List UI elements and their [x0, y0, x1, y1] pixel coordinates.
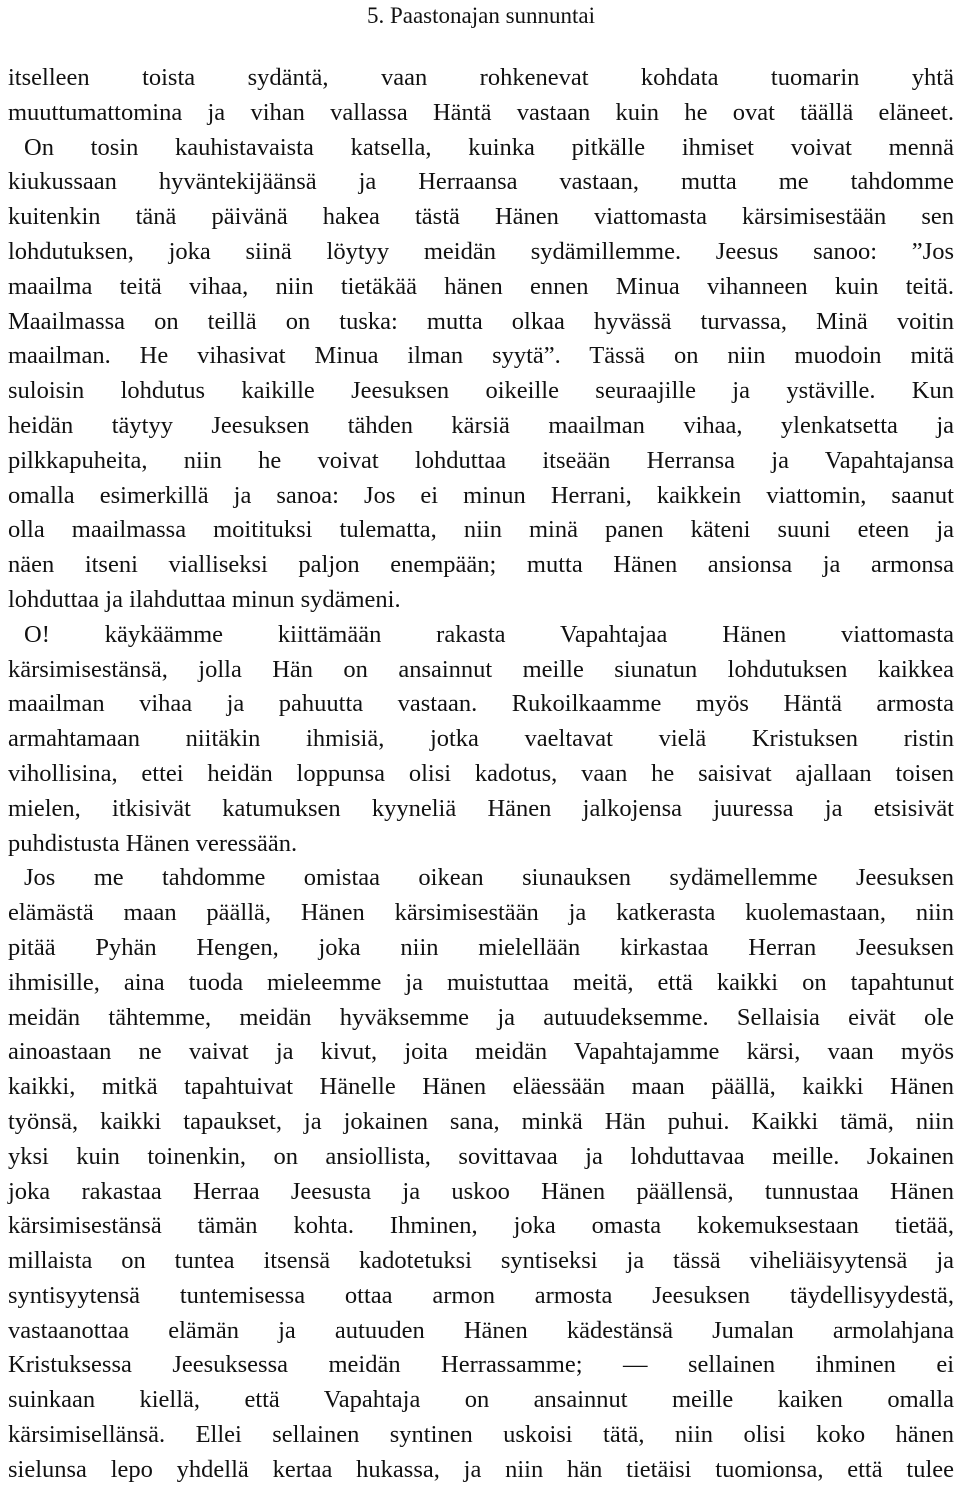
running-header: 5. Paastonajan sunnuntai: [366, 3, 596, 28]
text-line: suloisin lohdutus kaikille Jeesuksen oikeille seuraajille ja ystäville. Kun: [8, 377, 954, 405]
text-line: maailma teitä vihaa, niin tietäkää hänen ennen Minua vihanneen kuin teitä.: [8, 272, 954, 300]
text-line: sielunsa lepo yhdellä kertaa hukassa, ja niin hän tietäisi tuomionsa, että tulee: [8, 1455, 954, 1483]
text-line: kuitenkin tänä päivänä hakea tästä Hänen viattomasta kärsimisestään sen: [8, 203, 954, 231]
text-line: kärsimisestänsä, jolla Hän on ansainnut meille siunatun lohdutuksen kaikkea: [8, 655, 954, 683]
text-line: lohdutuksen, joka siinä löytyy meidän sydämillemme. Jeesus sanoo: ”Jos: [8, 237, 954, 265]
body-text: [8, 61, 954, 1488]
text-line: näen itseni vialliseksi paljon enempään; mutta Hänen ansionsa ja armonsa: [8, 551, 954, 579]
text-line: kaikki, mitkä tapahtuivat Hänelle Hänen eläessään maan päällä, kaikki Hänen: [8, 1073, 954, 1101]
text-line: Maailmassa on teillä on tuska: mutta olkaa hyvässä turvassa, Minä voitin: [8, 307, 954, 335]
text-line: heidän täytyy Jeesuksen tähden kärsiä maailman vihaa, ylenkatsetta ja: [8, 411, 954, 439]
text-line: maailman vihaa ja pahuutta vastaan. Rukoilkaamme myös Häntä armosta: [8, 690, 954, 718]
text-line: syntisyytensä tuntemisessa ottaa armon armosta Jeesuksen täydellisyydestä,: [8, 1281, 954, 1309]
text-line: mielen, itkisivät katumuksen kyyneliä Hänen jalkojensa juuressa ja etsisivät: [8, 794, 954, 822]
text-line: olla maailmassa moitituksi tulematta, niin minä panen käteni suuni eteen ja: [8, 516, 954, 544]
text-line: ihmisille, aina tuoda mieleemme ja muistuttaa meitä, että kaikki on tapahtunut: [8, 968, 954, 996]
text-line: On tosin kauhistavaista katsella, kuinka pitkälle ihmiset voivat mennä: [24, 133, 954, 161]
text-line: O! käykäämme kiittämään rakasta Vapahtajaa Hänen viattomasta: [24, 620, 954, 648]
text-line: omalla esimerkillä ja sanoa: Jos ei minun Herrani, kaikkein viattomin, saanut: [8, 481, 954, 509]
text-line: pilkkapuheita, niin he voivat lohduttaa itseään Herransa ja Vapahtajansa: [8, 446, 954, 474]
text-line: vastaanottaa elämän ja autuuden Hänen kädestänsä Jumalan armolahjana: [8, 1316, 954, 1344]
text-line: suinkaan kiellä, että Vapahtaja on ansainnut meille kaiken omalla: [8, 1386, 954, 1414]
text-line: joka rakastaa Herraa Jeesusta ja uskoo Hänen päällensä, tunnustaa Hänen: [8, 1177, 954, 1205]
text-line: kärsimisestänsä tämän kohta. Ihminen, joka omasta kokemuksestaan tietää,: [8, 1212, 954, 1240]
text-line: millaista on tuntea itsensä kadotetuksi syntiseksi ja tässä viheliäisyytensä ja: [8, 1247, 954, 1275]
text-line: muuttumattomina ja vihan vallassa Häntä vastaan kuin he ovat täällä eläneet.: [8, 98, 954, 126]
text-line: maailman. He vihasivat Minua ilman syytä”. Tässä on niin muodoin mitä: [8, 342, 954, 370]
text-line: itselleen toista sydäntä, vaan rohkenevat kohdata tuomarin yhtä: [8, 64, 954, 91]
text-line: Jos me tahdomme omistaa oikean siunauksen sydämellemme Jeesuksen: [24, 864, 954, 892]
text-line: kiukussaan hyväntekijäänsä ja Herraansa vastaan, mutta me tahdomme: [8, 168, 954, 196]
text-line: puhdistusta Hänen veressään.: [8, 829, 298, 857]
text-line: meidän tähtemme, meidän hyväksemme ja autuudeksemme. Sellaisia eivät ole: [8, 1003, 954, 1031]
text-line: lohduttaa ja ilahduttaa minun sydämeni.: [8, 585, 401, 613]
text-line: työnsä, kaikki tapaukset, ja jokainen sana, minkä Hän puhui. Kaikki tämä, niin: [8, 1107, 954, 1135]
text-line: Kristuksessa Jeesuksessa meidän Herrassamme; — sellainen ihminen ei: [8, 1351, 954, 1379]
text-line: vihollisina, ettei heidän loppunsa olisi kadotus, vaan he saisivat ajallaan toisen: [8, 759, 954, 787]
text-line: armahtamaan niitäkin ihmisiä, jotka vaeltavat vielä Kristuksen ristin: [8, 725, 954, 753]
text-line: kärsimisellänsä. Ellei sellainen syntinen uskoisi tätä, niin olisi koko hänen: [8, 1421, 954, 1449]
text-line: ainoastaan ne vaivat ja kivut, joita meidän Vapahtajamme kärsi, vaan myös: [8, 1038, 954, 1066]
text-line: pitää Pyhän Hengen, joka niin mielellään kirkastaa Herran Jeesuksen: [8, 933, 954, 961]
text-line: elämästä maan päällä, Hänen kärsimisestään ja katkerasta kuolemastaan, niin: [8, 899, 954, 927]
text-line: yksi kuin toinenkin, on ansiollista, sovittavaa ja lohduttavaa meille. Jokainen: [8, 1142, 954, 1170]
